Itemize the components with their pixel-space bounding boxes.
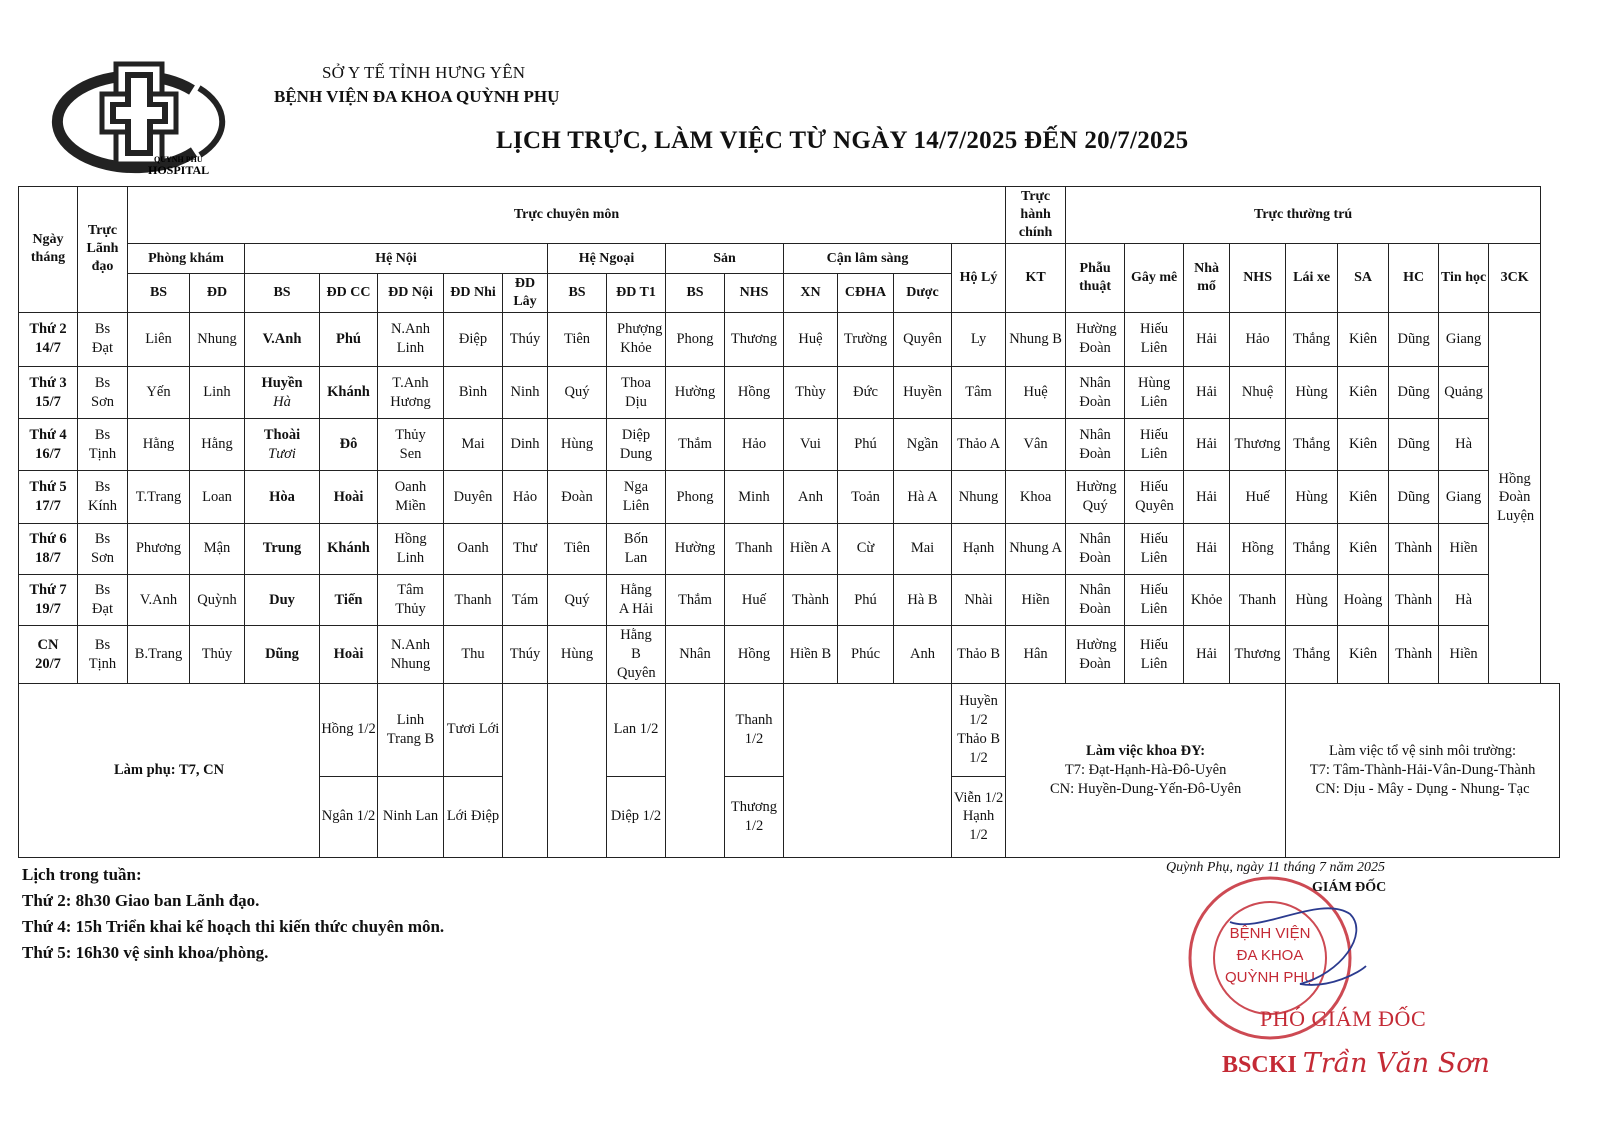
day-cell	[19, 471, 78, 523]
stamp-line-1: BỆNH VIỆN	[1229, 925, 1311, 942]
weekly-notes	[22, 862, 444, 966]
schedule-cell: Khoa	[1006, 471, 1066, 523]
schedule-cell: Hùng	[1286, 574, 1338, 625]
schedule-cell: Hường	[666, 366, 725, 418]
group-nursing: Hộ Lý	[952, 244, 1006, 312]
schedule-cell: Huế	[1230, 471, 1286, 523]
schedule-cell: Bốn Lan	[607, 523, 666, 574]
extra-t7-ddt1: Lan 1/2	[607, 684, 666, 776]
vs-cn: CN: Dịu - Mây - Dụng - Nhung- Tạc	[1315, 780, 1530, 797]
leader-cell: Bs Tịnh	[78, 626, 128, 684]
day-row	[19, 312, 1560, 366]
director-title: GIÁM ĐỐC	[1312, 880, 1387, 895]
schedule-cell: Thắng	[1286, 419, 1338, 471]
schedule-cell: Hải	[1184, 471, 1230, 523]
schedule-cell: Liên	[128, 312, 190, 366]
schedule-cell: Tiên	[548, 523, 607, 574]
schedule-cell: Huế	[725, 574, 784, 625]
subheader: ĐD	[190, 274, 245, 312]
schedule-cell: Bình	[444, 366, 503, 418]
schedule-cell: Hồng	[1230, 523, 1286, 574]
schedule-cell: Quý	[548, 574, 607, 625]
day-name: Thứ 6	[29, 530, 67, 547]
schedule-cell: Tiến	[320, 574, 378, 625]
schedule-cell: Dinh	[503, 419, 548, 471]
schedule-cell: Mai	[444, 419, 503, 471]
day-cell	[19, 366, 78, 418]
day-date: 19/7	[35, 601, 61, 618]
schedule-cell: T.Trang	[128, 471, 190, 523]
schedule-cell: V.Anh	[245, 312, 320, 366]
header-leader: Trực Lãnh đạo	[78, 187, 128, 313]
schedule-cell: Hiếu Quyên	[1125, 471, 1184, 523]
schedule-cell: Hùng	[548, 626, 607, 684]
schedule-cell: Hảo	[1230, 312, 1286, 366]
day-row	[19, 471, 1560, 523]
schedule-cell: Nhài	[952, 574, 1006, 625]
schedule-cell: Huệ	[1006, 366, 1066, 418]
schedule-cell: Hằng	[190, 419, 245, 471]
hospital-logo	[44, 60, 234, 180]
schedule-cell: Kiên	[1338, 471, 1389, 523]
schedule-cell: Hiền	[1439, 523, 1489, 574]
extra-cn-holy: Viễn 1/2 Hạnh 1/2	[952, 776, 1006, 857]
dy-title: Làm việc khoa ĐY:	[1086, 743, 1206, 760]
day-date: 16/7	[35, 445, 61, 462]
schedule-cell	[245, 366, 320, 418]
schedule-cell: Thúy	[503, 312, 548, 366]
day-name: Thứ 2	[29, 321, 67, 338]
schedule-cell: Oanh	[444, 523, 503, 574]
schedule-cell: Đô	[320, 419, 378, 471]
day-row	[19, 523, 1560, 574]
schedule-cell: Kiên	[1338, 366, 1389, 418]
schedule-cell: Hà	[1439, 419, 1489, 471]
schedule-cell: Thư	[503, 523, 548, 574]
schedule-cell: Hùng	[548, 419, 607, 471]
extra-empty	[503, 684, 548, 858]
group-clinic: Phòng khám	[128, 244, 245, 274]
schedule-cell: Hảo	[725, 419, 784, 471]
schedule-cell: Dũng	[1389, 419, 1439, 471]
schedule-cell: B.Trang	[128, 626, 190, 684]
leader-cell: Bs Đạt	[78, 574, 128, 625]
group-anesthesia: Gây mê	[1125, 244, 1184, 312]
schedule-cell: Diệp Dung	[607, 419, 666, 471]
schedule-cell: Phong	[666, 312, 725, 366]
schedule-cell: Đoàn	[548, 471, 607, 523]
schedule-cell: Nga Liên	[607, 471, 666, 523]
weekly-title: Lịch trong tuần:	[22, 865, 142, 884]
logo-text-1: QUYNH PHU	[154, 155, 203, 164]
extra-t7-ddnoi: Linh Trang B	[378, 684, 444, 776]
subheader: CĐHA	[838, 274, 894, 312]
group-paraclinical: Cận lâm sàng	[784, 244, 952, 274]
day-name: Thứ 3	[29, 374, 67, 391]
group-driver: Lái xe	[1286, 244, 1338, 312]
extra-cn-ddt1: Diệp 1/2	[607, 776, 666, 857]
extra-t7-ddcc: Hồng 1/2	[320, 684, 378, 776]
schedule-cell: N.Anh Nhung	[378, 626, 444, 684]
schedule-cell: Thành	[1389, 523, 1439, 574]
schedule-cell: Phượng Khỏe	[607, 312, 666, 366]
schedule-cell: Hoàng	[1338, 574, 1389, 625]
schedule-cell: Dũng	[1389, 366, 1439, 418]
weekly-item: Thứ 5: 16h30 vệ sinh khoa/phòng.	[22, 943, 269, 962]
schedule-cell: Giang	[1439, 471, 1489, 523]
day-name: Thứ 4	[29, 426, 67, 443]
group-pharmacy: Nhà mổ	[1184, 244, 1230, 312]
schedule-cell: Phú	[838, 419, 894, 471]
schedule-cell: Hằng	[128, 419, 190, 471]
schedule-cell: Ngần	[894, 419, 952, 471]
group-nhs: NHS	[1230, 244, 1286, 312]
subheader: XN	[784, 274, 838, 312]
schedule-cell: Phong	[666, 471, 725, 523]
group-operation: Phẫu thuật	[1066, 244, 1125, 312]
stamp-line-2: ĐA KHOA	[1236, 947, 1304, 964]
schedule-cell: Duy	[245, 574, 320, 625]
schedule-cell: Hùng	[1286, 366, 1338, 418]
cell-sub-name: Tươi	[268, 445, 296, 462]
schedule-cell: Trung	[245, 523, 320, 574]
schedule-cell: Hường	[666, 523, 725, 574]
schedule-cell: Loan	[190, 471, 245, 523]
day-cell	[19, 312, 78, 366]
extra-t7-ddnhi: Tươi Lới	[444, 684, 503, 776]
schedule-cell: Dũng	[1389, 471, 1439, 523]
day-date: 20/7	[35, 655, 61, 672]
schedule-cell: Thắng	[1286, 523, 1338, 574]
schedule-cell: Thanh	[725, 523, 784, 574]
schedule-cell: Toản	[838, 471, 894, 523]
schedule-cell: Tám	[503, 574, 548, 625]
schedule-cell: Đức	[838, 366, 894, 418]
schedule-cell: Quý	[548, 366, 607, 418]
header-admin: Trực hành chính	[1006, 187, 1066, 244]
signer-name	[1222, 1048, 1490, 1079]
leader-cell: Bs Sơn	[78, 366, 128, 418]
schedule-cell: Hùng	[1286, 471, 1338, 523]
schedule-cell: Thanh	[1230, 574, 1286, 625]
schedule-cell: Ly	[952, 312, 1006, 366]
leader-cell: Bs Kính	[78, 471, 128, 523]
schedule-cell: Dũng	[1389, 312, 1439, 366]
subheader: ĐD CC	[320, 274, 378, 312]
schedule-cell: Hải	[1184, 366, 1230, 418]
schedule-cell: Huệ	[784, 312, 838, 366]
group-obstetrics: Sản	[666, 244, 784, 274]
group-3ck: 3CK	[1489, 244, 1541, 312]
schedule-cell: Thủy	[190, 626, 245, 684]
vs-title: Làm việc tổ vệ sinh môi trường:	[1329, 743, 1517, 760]
schedule-cell: Khánh	[320, 366, 378, 418]
schedule-cell: Hà B	[894, 574, 952, 625]
schedule-cell: Hồng	[725, 366, 784, 418]
subheader: ĐD Nhi	[444, 274, 503, 312]
schedule-cell: Hiếu Liên	[1125, 626, 1184, 684]
subheader: ĐD Lây	[503, 274, 548, 312]
leader-cell: Bs Tịnh	[78, 419, 128, 471]
day-date: 17/7	[35, 498, 61, 515]
day-cell	[19, 523, 78, 574]
extra-t7-holy: Huyền 1/2 Thảo B 1/2	[952, 684, 1006, 776]
group-surgery: Hệ Ngoại	[548, 244, 666, 274]
schedule-cell: Mai	[894, 523, 952, 574]
schedule-cell: Vui	[784, 419, 838, 471]
extra-dy-note	[1006, 684, 1286, 858]
day-row	[19, 366, 1560, 418]
schedule-cell: V.Anh	[128, 574, 190, 625]
schedule-cell: T.Anh Hương	[378, 366, 444, 418]
schedule-cell: Kiên	[1338, 626, 1389, 684]
schedule-cell: Hiếu Liên	[1125, 419, 1184, 471]
schedule-cell: Mận	[190, 523, 245, 574]
schedule-cell: Hòa	[245, 471, 320, 523]
leader-cell: Bs Đạt	[78, 312, 128, 366]
day-name: CN	[37, 636, 59, 653]
schedule-cell: Thành	[1389, 574, 1439, 625]
cell-sub-name: Hà	[273, 393, 291, 410]
group-hc: HC	[1389, 244, 1439, 312]
subheader: Dược	[894, 274, 952, 312]
schedule-cell: Kiên	[1338, 312, 1389, 366]
schedule-cell: Nhân Đoàn	[1066, 574, 1125, 625]
schedule-cell: Hường Đoàn	[1066, 312, 1125, 366]
extra-t7-nhs: Thanh 1/2	[725, 684, 784, 776]
schedule-cell: Nhân Đoàn	[1066, 366, 1125, 418]
schedule-cell: Thắng	[1286, 626, 1338, 684]
day-row	[19, 574, 1560, 625]
schedule-cell: Kiên	[1338, 523, 1389, 574]
extra-empty	[548, 684, 607, 858]
group-kt: KT	[1006, 244, 1066, 312]
schedule-cell: Vân	[1006, 419, 1066, 471]
day-row	[19, 626, 1560, 684]
header-specialty: Trực chuyên môn	[128, 187, 1006, 244]
schedule-cell: Điệp	[444, 312, 503, 366]
schedule-cell: Hiền	[1006, 574, 1066, 625]
weekly-item: Thứ 4: 15h Triển khai kế hoạch thi kiến thức chuyên môn.	[22, 917, 445, 936]
schedule-cell: Yến	[128, 366, 190, 418]
schedule-cell: Hảo	[503, 471, 548, 523]
schedule-cell: Nhuệ	[1230, 366, 1286, 418]
schedule-cell: Phú	[838, 574, 894, 625]
cell-name: Huyền	[261, 374, 303, 391]
subheader: BS	[245, 274, 320, 312]
day-cell	[19, 626, 78, 684]
schedule-cell: Giang	[1439, 312, 1489, 366]
org-line-2: BỆNH VIỆN ĐA KHOA QUỲNH PHỤ	[274, 87, 560, 106]
subheader: NHS	[725, 274, 784, 312]
logo-text-2: HOSPITAL	[148, 163, 210, 177]
schedule-cell: Quỳnh	[190, 574, 245, 625]
schedule-cell: Hiền B	[784, 626, 838, 684]
schedule-cell: Cừ	[838, 523, 894, 574]
extra-empty	[666, 684, 725, 858]
schedule-cell: Hồng Linh	[378, 523, 444, 574]
vs-t7: T7: Tâm-Thành-Hải-Vân-Dung-Thành	[1309, 762, 1536, 779]
subheader: ĐD T1	[607, 274, 666, 312]
schedule-cell: Phương	[128, 523, 190, 574]
schedule-cell: Khánh	[320, 523, 378, 574]
schedule-cell: Tiên	[548, 312, 607, 366]
schedule-cell: Nhung A	[1006, 523, 1066, 574]
signature-date: Quỳnh Phụ, ngày 11 tháng 7 năm 2025	[1166, 860, 1386, 875]
schedule-cell: Hiền	[1439, 626, 1489, 684]
schedule-cell: Dũng	[245, 626, 320, 684]
day-name: Thứ 5	[29, 479, 67, 496]
group-internal: Hệ Nội	[245, 244, 548, 274]
schedule-cell: Khỏe	[1184, 574, 1230, 625]
schedule-cell: Hằng B Quyên	[607, 626, 666, 684]
schedule-cell: Quyên	[894, 312, 952, 366]
page-title: LỊCH TRỰC, LÀM VIỆC TỪ NGÀY 14/7/2025 ĐẾN 20/7/2025	[496, 127, 1189, 154]
schedule-cell: N.Anh Linh	[378, 312, 444, 366]
schedule-cell: Thương	[725, 312, 784, 366]
schedule-cell: Anh	[894, 626, 952, 684]
schedule-cell: Nhung	[190, 312, 245, 366]
header-date: Ngày tháng	[19, 187, 78, 313]
schedule-cell: Minh	[725, 471, 784, 523]
schedule-cell: Nhung B	[1006, 312, 1066, 366]
schedule-cell: Phú	[320, 312, 378, 366]
schedule-cell: Phúc	[838, 626, 894, 684]
extra-cn-ddcc: Ngân 1/2	[320, 776, 378, 857]
extra-vs-note	[1286, 684, 1560, 858]
schedule-cell: Tâm Thủy	[378, 574, 444, 625]
schedule-cell: Kiên	[1338, 419, 1389, 471]
day-cell	[19, 574, 78, 625]
extra-cn-ddnoi: Ninh Lan	[378, 776, 444, 857]
subheader: BS	[128, 274, 190, 312]
day-date: 15/7	[35, 393, 61, 410]
extra-empty	[784, 684, 952, 858]
ck3-cell: Hồng Đoàn Luyện	[1489, 312, 1541, 683]
schedule-cell: Hiếu Liên	[1125, 523, 1184, 574]
schedule-cell: Hiền A	[784, 523, 838, 574]
schedule-cell: Duyên	[444, 471, 503, 523]
subheader: BS	[666, 274, 725, 312]
schedule-cell: Hoài	[320, 626, 378, 684]
schedule-cell: Nhung	[952, 471, 1006, 523]
schedule-cell: Thúy	[503, 626, 548, 684]
signer-prefix: BSCKI	[1222, 1052, 1297, 1078]
schedule-cell: Nhân Đoàn	[1066, 523, 1125, 574]
schedule-cell: Thành	[784, 574, 838, 625]
schedule-cell: Thanh	[444, 574, 503, 625]
schedule-cell: Thành	[1389, 626, 1439, 684]
day-cell	[19, 419, 78, 471]
schedule-cell: Hường Quý	[1066, 471, 1125, 523]
schedule-cell: Hiếu Liên	[1125, 574, 1184, 625]
extra-label: Làm phụ: T7, CN	[19, 684, 320, 858]
org-line-1: SỞ Y TẾ TỈNH HƯNG YÊN	[322, 63, 526, 82]
schedule-cell	[245, 419, 320, 471]
schedule-table	[18, 186, 1560, 858]
leader-cell: Bs Sơn	[78, 523, 128, 574]
dy-t7: T7: Đạt-Hạnh-Hà-Đô-Uyên	[1064, 762, 1227, 779]
schedule-cell: Thoa Dịu	[607, 366, 666, 418]
schedule-cell: Thủy Sen	[378, 419, 444, 471]
schedule-cell: Thảo B	[952, 626, 1006, 684]
schedule-cell: Thắm	[666, 574, 725, 625]
subheader: ĐD Nội	[378, 274, 444, 312]
schedule-cell: Thu	[444, 626, 503, 684]
weekly-item: Thứ 2: 8h30 Giao ban Lãnh đạo.	[22, 891, 260, 910]
schedule-cell: Hải	[1184, 419, 1230, 471]
day-name: Thứ 7	[29, 582, 67, 599]
schedule-cell: Hạnh	[952, 523, 1006, 574]
signer-fullname: Trần Văn Sơn	[1302, 1048, 1490, 1079]
schedule-cell: Nhân	[666, 626, 725, 684]
schedule-cell: Thắm	[666, 419, 725, 471]
schedule-cell: Oanh Miền	[378, 471, 444, 523]
schedule-cell: Hoài	[320, 471, 378, 523]
schedule-cell: Ninh	[503, 366, 548, 418]
schedule-cell: Thương	[1230, 626, 1286, 684]
schedule-cell: Thương	[1230, 419, 1286, 471]
schedule-cell: Hường Đoàn	[1066, 626, 1125, 684]
schedule-cell: Hải	[1184, 523, 1230, 574]
day-row	[19, 419, 1560, 471]
signature-block	[1160, 858, 1580, 1098]
schedule-cell: Hà A	[894, 471, 952, 523]
schedule-cell: Trường	[838, 312, 894, 366]
group-it: Tin học	[1439, 244, 1489, 312]
extra-cn-nhs: Thương 1/2	[725, 776, 784, 857]
schedule-cell: Hải	[1184, 626, 1230, 684]
day-date: 18/7	[35, 549, 61, 566]
deputy-title: PHÓ GIÁM ĐỐC	[1260, 1006, 1427, 1031]
schedule-cell: Tâm	[952, 366, 1006, 418]
schedule-cell: Anh	[784, 471, 838, 523]
extra-cn-ddnhi: Lới Điệp	[444, 776, 503, 857]
stamp-line-3: QUỲNH PHỤ	[1224, 969, 1316, 986]
schedule-cell: Hân	[1006, 626, 1066, 684]
schedule-cell: Hải	[1184, 312, 1230, 366]
schedule-cell: Linh	[190, 366, 245, 418]
cell-name: Thoài	[263, 426, 301, 443]
schedule-cell: Hiếu Liên	[1125, 312, 1184, 366]
schedule-cell: Hà	[1439, 574, 1489, 625]
schedule-cell: Thắng	[1286, 312, 1338, 366]
schedule-cell: Hồng	[725, 626, 784, 684]
group-sa: SA	[1338, 244, 1389, 312]
schedule-cell: Hùng Liên	[1125, 366, 1184, 418]
schedule-cell: Quảng	[1439, 366, 1489, 418]
dy-cn: CN: Huyền-Dung-Yến-Đô-Uyên	[1049, 780, 1242, 797]
schedule-cell: Thảo A	[952, 419, 1006, 471]
subheader: BS	[548, 274, 607, 312]
day-date: 14/7	[35, 340, 61, 357]
schedule-cell: Thùy	[784, 366, 838, 418]
schedule-cell: Huyền	[894, 366, 952, 418]
header-resident: Trực thường trú	[1066, 187, 1541, 244]
schedule-cell: Hằng A Hải	[607, 574, 666, 625]
schedule-cell: Nhân Đoàn	[1066, 419, 1125, 471]
